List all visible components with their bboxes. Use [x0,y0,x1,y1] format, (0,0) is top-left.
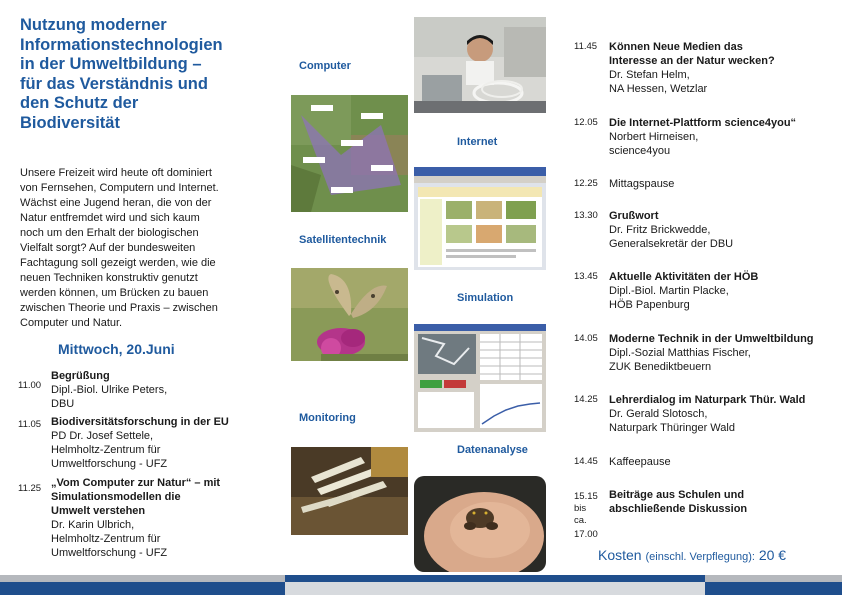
entry-title: Interesse an der Natur wecken? [609,55,775,67]
entry-affiliation: Helmholtz-Zentrum für [51,533,161,545]
price-amount: 20 € [758,547,787,563]
entry-speaker: Dipl.-Sozial Matthias Fischer, [609,347,751,359]
entry-title: Begrüßung [51,370,110,382]
entry-title: Moderne Technik in der Umweltbildung [609,333,814,345]
entry-time: 12.25 [574,178,598,189]
day-heading: Mittwoch, 20.Juni [58,341,175,357]
entry-title: Grußwort [609,210,659,222]
entry-title: Können Neue Medien das [609,41,743,53]
entry-time: 11.00 [18,380,42,391]
price-note: (einschl. Verpflegung): [645,551,755,563]
entry-affiliation: HÖB Papenburg [609,299,690,311]
entry-title: Umwelt verstehen [51,505,146,517]
entry-time: 15.15 [574,491,598,502]
label-monitoring: Monitoring [299,412,356,424]
entry-title: Lehrerdialog im Naturpark Thür. Wald [609,394,806,406]
entry-time: 14.25 [574,394,598,405]
footer-bar-blue-right [705,582,842,595]
entry-time: 14.45 [574,456,598,467]
entry-affiliation: Naturpark Thüringer Wald [609,422,735,434]
simulation-screenshot [414,324,546,432]
entry-time: 14.05 [574,333,598,344]
entry-affiliation: Helmholtz-Zentrum für [51,444,161,456]
monitoring-photo [291,447,408,535]
entry-time: 13.45 [574,271,598,282]
entry-time: 11.45 [574,41,598,52]
footer-bar-light [285,582,705,595]
entry-title: „Vom Computer zur Natur“ – mit [51,477,221,489]
entry-affiliation: DBU [51,398,75,410]
label-datenanalyse: Datenanalyse [457,444,528,456]
entry-speaker: PD Dr. Josef Settele, [51,430,154,442]
entry-speaker: Norbert Hirneisen, [609,131,699,143]
entry-speaker: Dr. Fritz Brickwedde, [609,224,711,236]
entry-time: 11.25 [18,483,42,494]
entry-affiliation: Generalsekretär der DBU [609,238,734,250]
entry-speaker: Dipl.-Biol. Martin Placke, [609,285,729,297]
entry-affiliation: ZUK Benediktbeuern [609,361,712,373]
entry-title: abschließende Diskussion [609,503,748,515]
page-title: Nutzung moderner Informationstechnologien in der Umweltbildung – für das Verständnis und den Schutz der Biodiversität [20,16,223,132]
computer-photo [414,17,546,113]
entry-title: Biodiversitätsforschung in der EU [51,416,229,428]
entry-time-end: ca. 17.00 [574,515,598,540]
intro-paragraph: Unsere Freizeit wird heute oft dominiert von Fernsehen, Computern und Internet. Wächst eine Jugend heran, die von der Natur entfremdet wird und sich kaum noch um den Erhalt der biologischen Vielfalt sorgt? Auf der bundesweiten Fachtagung soll gezeigt werden, wie die neuen Techniken konstruktiv genutzt werden können, um Brücken zu bauen zwischen Theorie und Praxis – zwischen Computer und Natur. [20,167,219,329]
entry-time-bis: bis [574,503,587,514]
entry-affiliation: science4you [609,145,671,157]
footer-bar-blue-left [0,582,285,595]
price-line [598,547,786,563]
footer-bar-blue-top [285,575,705,582]
entry-affiliation: Umweltforschung - UFZ [51,547,168,559]
entry-time: 11.05 [18,419,42,430]
entry-affiliation: Umweltforschung - UFZ [51,458,168,470]
entry-title: Mittagspause [609,178,675,190]
satellite-map-photo [291,95,408,212]
entry-title: Aktuelle Aktivitäten der HÖB [609,271,759,283]
entry-speaker: Dipl.-Biol. Ulrike Peters, [51,384,168,396]
label-simulation: Simulation [457,292,514,304]
butterfly-photo [291,268,408,361]
label-computer: Computer [299,60,351,72]
entry-title: Die Internet-Plattform science4you“ [609,117,797,129]
entry-title: Simulationsmodellen die [51,491,181,503]
footer-bar-grey-left [0,575,285,582]
website-screenshot [414,167,546,270]
label-satellitentechnik: Satellitentechnik [299,234,387,246]
entry-speaker: Dr. Gerald Slotosch, [609,408,708,420]
toad-photo [414,476,546,572]
entry-time: 12.05 [574,117,598,128]
footer-bar-grey-right [705,575,842,582]
entry-time: 13.30 [574,210,598,221]
price-label: Kosten [598,547,642,563]
entry-affiliation: NA Hessen, Wetzlar [609,83,708,95]
entry-speaker: Dr. Karin Ulbrich, [51,519,135,531]
entry-title: Beiträge aus Schulen und [609,489,745,501]
entry-title: Kaffeepause [609,456,671,468]
label-internet: Internet [457,136,498,148]
entry-speaker: Dr. Stefan Helm, [609,69,690,81]
